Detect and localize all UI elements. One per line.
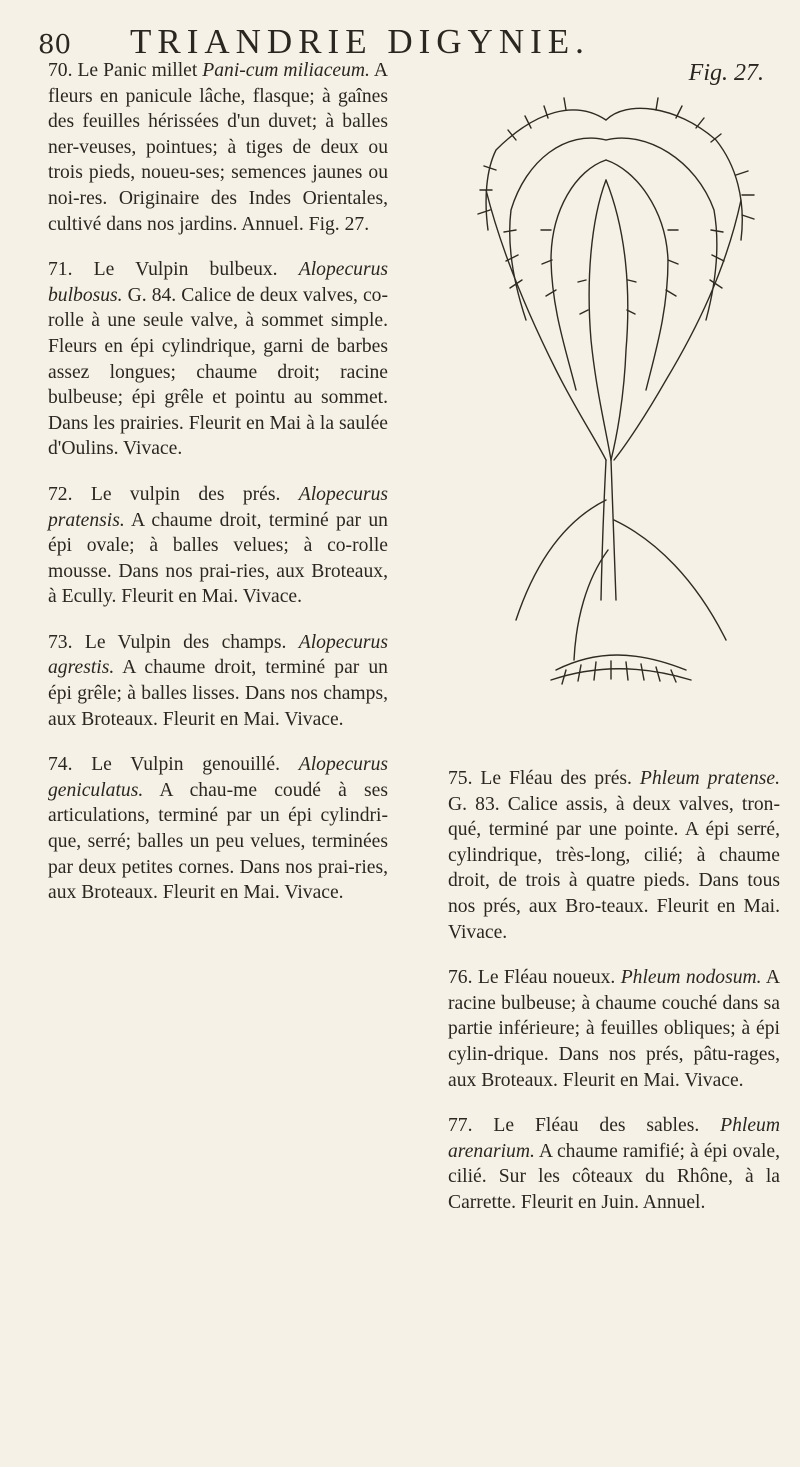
left-column [48, 58, 388, 926]
entry-70: 70. Le Panic millet Pani-cum miliaceum. A fleurs en panicule lâche, flasque; à gaînes des feuilles hérissées d'un duvet; à balles ner-veuses, pointues; à tiges de deux ou trois pieds, noueu-ses; semences jaunes ou noi-res. Originaire des Indes Orientales, cultivé dans nos jardins. Annuel. Fig. 27. [48, 60, 388, 235]
entry-72: 72. Le vulpin des prés. Alopecurus pratensis. A chaume droit, terminé par un épi ovale; à balles velues; à co-rolle mousse. Dans nos prai-ries, aux Broteaux, à Ecully. Fleurit en Mai. Vivace. [48, 483, 388, 608]
right-column [448, 58, 780, 1236]
entry-75: 75. Le Fléau des prés. Phleum pratense. G. 83. Calice assis, à deux valves, tron-qué, terminé par une pointe. A épi serré, cylindrique, très-long, cilié; à chaume droit, de trois à quatre pieds. Dans tous nos prés, aux Bro-teaux. Fleurit en Mai. Vivace. [448, 768, 780, 943]
figure-27 [456, 58, 776, 758]
entry-76: 76. Le Fléau noueux. Phleum nodosum. A racine bulbeuse; à chaume couché dans sa partie inférieure; à feuilles obliques; à épi cylin-drique. Dans nos prés, pâtu-rages, aux Broteaux. Fleurit en Mai. Vivace. [448, 967, 781, 1091]
page-header [38, 22, 738, 62]
running-title: TRIANDRIE DIGYNIE. [130, 22, 590, 61]
entry-77: 77. Le Fléau des sables. Phleum arenarium. A chaume ramifié; à épi ovale, cilié. Sur les côteaux du Rhône, à la Carrette. Fleurit en Juin. Annuel. [448, 1115, 780, 1213]
entry-74: 74. Le Vulpin genouillé. Alopecurus geniculatus. A chau-me coudé à ses articulations, terminé par un épi cylindri-que, serré; balles un peu velues, terminées par deux petites cornes. Dans nos prai-ries, aux Broteaux. Fleurit en Mai. Vivace. [48, 754, 388, 904]
entry-71: 71. Le Vulpin bulbeux. Alopecurus bulbosus. G. 84. Calice de deux valves, co-rolle à une seule valve, à sommet simple. Fleurs en épi cylindrique, garni de barbes assez longues; chaume droit; racine bulbeuse; épi grêle et pointu au sommet. Dans les prairies. Fleurit en Mai à la saulée d'Oulins. Vivace. [48, 259, 388, 460]
page-number: 80 [38, 30, 72, 60]
entry-73: 73. Le Vulpin des champs. Alopecurus agrestis. A chaume droit, terminé par un épi grêle; à balles lisses. Dans nos champs, aux Broteaux. Fleurit en Mai. Vivace. [48, 631, 388, 730]
figure-label: Fig. 27. [688, 60, 764, 86]
grass-plant-illustration-icon [456, 80, 766, 700]
